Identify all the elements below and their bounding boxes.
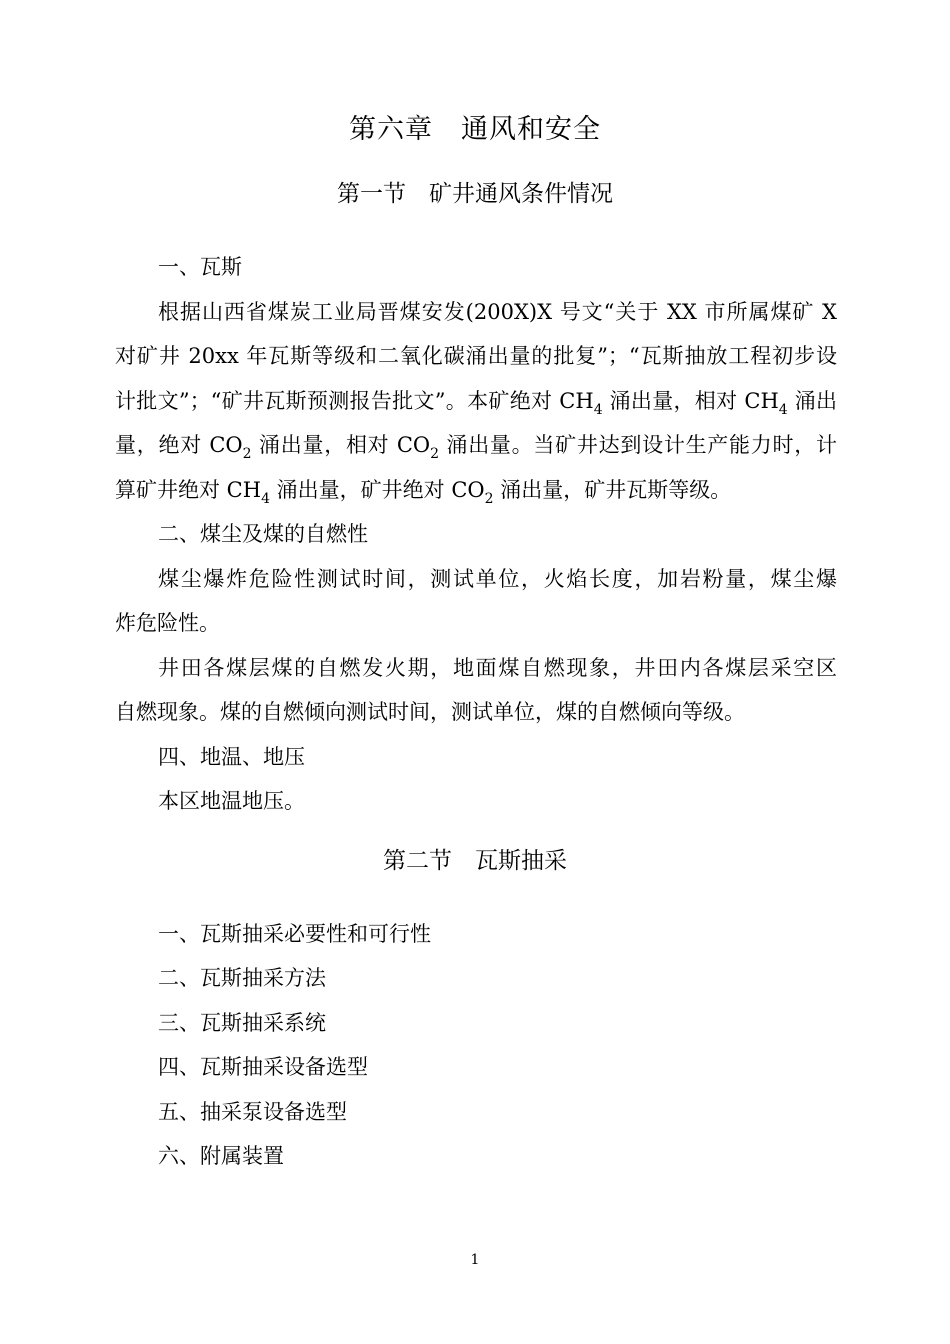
- heading-gas: 一、瓦斯: [158, 255, 242, 279]
- gas-drainage-item: 五、抽采泵设备选型: [158, 1100, 347, 1124]
- gas-paragraph-line-3: 计批文”；“矿井瓦斯预测报告批文”。本矿绝对 $CH_4$ 涌出量，相对 $CH_4$ 涌出: [115, 389, 838, 418]
- heading-coal-dust: 二、煤尘及煤的自燃性: [158, 522, 368, 546]
- gas-paragraph-line-2: 对矿井 20xx 年瓦斯等级和二氧化碳涌出量的批复”；“瓦斯抽放工程初步设: [115, 344, 837, 368]
- gas-drainage-item: 三、瓦斯抽采系统: [158, 1011, 326, 1035]
- page-number: 1: [470, 1252, 480, 1268]
- gas-drainage-item: 四、瓦斯抽采设备选型: [158, 1055, 368, 1079]
- coal-dust-paragraph-2-line-1: 井田各煤层煤的自燃发火期，地面煤自燃现象，井田内各煤层采空区: [158, 656, 837, 680]
- section-title-gas-drainage: 第二节 瓦斯抽采: [383, 848, 567, 874]
- gas-paragraph-line-4: 量，绝对 $CO_2$ 涌出量，相对 $CO_2$ 涌出量。当矿井达到设计生产能力时，计: [115, 433, 837, 462]
- geo-paragraph: 本区地温地压。: [158, 789, 305, 813]
- coal-dust-paragraph-1-line-2: 炸危险性。: [115, 611, 220, 635]
- gas-paragraph-line-1: 根据山西省煤炭工业局晋煤安发(200X)X 号文“关于 XX 市所属煤矿 X: [158, 300, 837, 324]
- section-title-ventilation: 第一节 矿井通风条件情况: [337, 181, 613, 207]
- heading-geo-temperature-pressure: 四、地温、地压: [158, 745, 305, 769]
- gas-paragraph-line-5: 算矿井绝对 $CH_4$ 涌出量，矿井绝对 $CO_2$ 涌出量，矿井瓦斯等级。: [115, 478, 732, 507]
- gas-drainage-item: 二、瓦斯抽采方法: [158, 966, 326, 990]
- gas-drainage-item: 一、瓦斯抽采必要性和可行性: [158, 922, 431, 946]
- coal-dust-paragraph-1-line-1: 煤尘爆炸危险性测试时间，测试单位，火焰长度，加岩粉量，煤尘爆: [158, 567, 837, 591]
- coal-dust-paragraph-2-line-2: 自燃现象。煤的自燃倾向测试时间，测试单位，煤的自燃倾向等级。: [115, 700, 745, 724]
- chapter-title: 第六章 通风和安全: [349, 114, 601, 145]
- gas-drainage-item: 六、附属装置: [158, 1144, 284, 1168]
